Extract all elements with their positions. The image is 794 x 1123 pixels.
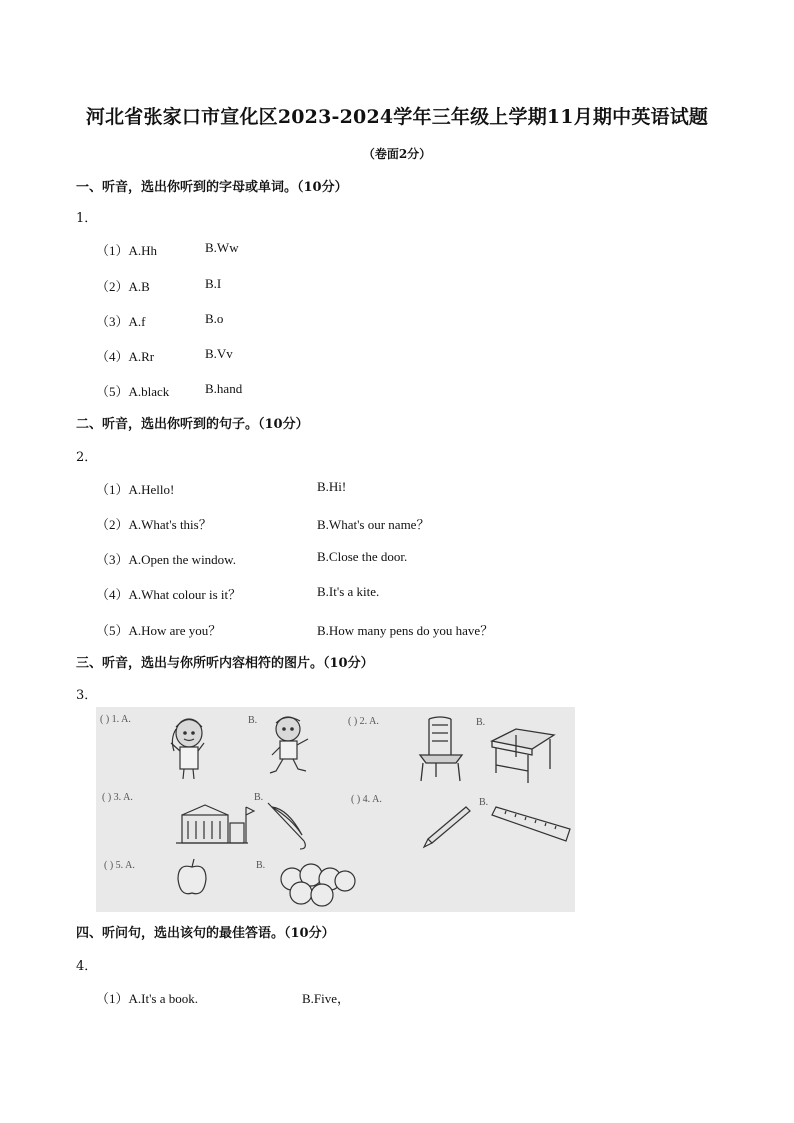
apple-icon [178, 859, 206, 894]
q2-item4-option-a: （4）A.What colour is it？ [96, 587, 242, 602]
ruler-icon [492, 807, 570, 841]
q3-item5-label-a: ( ) 5. A. [104, 860, 135, 871]
q3-item4-label-a: ( ) 4. A. [351, 794, 382, 805]
q3-item2-label-b: B. [476, 717, 486, 728]
apples-icon [281, 864, 355, 906]
q1-item2-option-a: （2）A.B [96, 279, 150, 294]
q1-item4-option-a: （4）A.Rr [96, 349, 155, 364]
q2-item5-option-a: （5）A.How are you？ [96, 623, 222, 638]
q1-item1-option-a: （1）A.Hh [96, 243, 158, 258]
q1-item3-option-b: B.o [205, 311, 224, 326]
page-title: 河北省张家口市宣化区2023-2024学年三年级上学期11月期中英语试题 [85, 106, 709, 128]
q4-item1-option-b: B.Five， [302, 991, 351, 1006]
q2-item1-option-a: （1）A.Hello! [96, 482, 175, 497]
q1-item5-option-a: （5）A.black [96, 384, 170, 399]
q2-item3-option-a: （3）A.Open the window. [96, 552, 236, 567]
question-3-picture-panel [96, 707, 575, 912]
question-3-number: 3． [76, 688, 98, 703]
pencil-icon [424, 807, 470, 847]
section-4-heading: 四、听问句，选出该句的最佳答语。（10分） [76, 926, 335, 941]
q2-item2-option-a: （2）A.What's this？ [96, 517, 212, 532]
q3-item3-label-b: B. [254, 792, 264, 803]
q4-item1-option-a: （1）A.It's a book. [96, 991, 199, 1006]
chair-icon [420, 717, 462, 781]
question-2-number: 2． [76, 450, 98, 465]
question-4-number: 4． [76, 959, 98, 974]
section-2-heading: 二、听音，选出你听到的句子。（10分） [76, 417, 309, 432]
school-building-icon [176, 805, 254, 843]
boy-icon [270, 717, 308, 773]
q1-item2-option-b: B.I [205, 276, 222, 291]
question-1-number: 1． [76, 211, 98, 226]
umbrella-icon [268, 803, 305, 849]
section-3-heading: 三、听音，选出与你所听内容相符的图片。（10分） [76, 656, 374, 671]
q1-item1-option-b: B.Ww [205, 240, 239, 255]
q3-item1-label-b: B. [248, 715, 258, 726]
q3-item1-label-a: ( ) 1. A. [100, 714, 131, 725]
q1-item4-option-b: B.Vv [205, 346, 233, 361]
section-1-heading: 一、听音，选出你听到的字母或单词。（10分） [76, 180, 348, 195]
q2-item5-option-b: B.How many pens do you have？ [317, 623, 494, 638]
q2-item1-option-b: B.Hi! [317, 479, 347, 494]
desk-icon [492, 729, 554, 783]
q3-item2-label-a: ( ) 2. A. [348, 716, 379, 727]
q2-item2-option-b: B.What's our name？ [317, 517, 430, 532]
question-3-pictures [96, 707, 575, 912]
q2-item3-option-b: B.Close the door. [317, 549, 408, 564]
q2-item4-option-b: B.It's a kite. [317, 584, 380, 599]
q1-item3-option-a: （3）A.f [96, 314, 146, 329]
q3-item4-label-b: B. [479, 797, 489, 808]
girl-icon [171, 719, 204, 779]
q1-item5-option-b: B.hand [205, 381, 243, 396]
page-subtitle: （卷面2分） [362, 147, 432, 161]
q3-item3-label-a: ( ) 3. A. [102, 792, 133, 803]
q3-item5-label-b: B. [256, 860, 266, 871]
